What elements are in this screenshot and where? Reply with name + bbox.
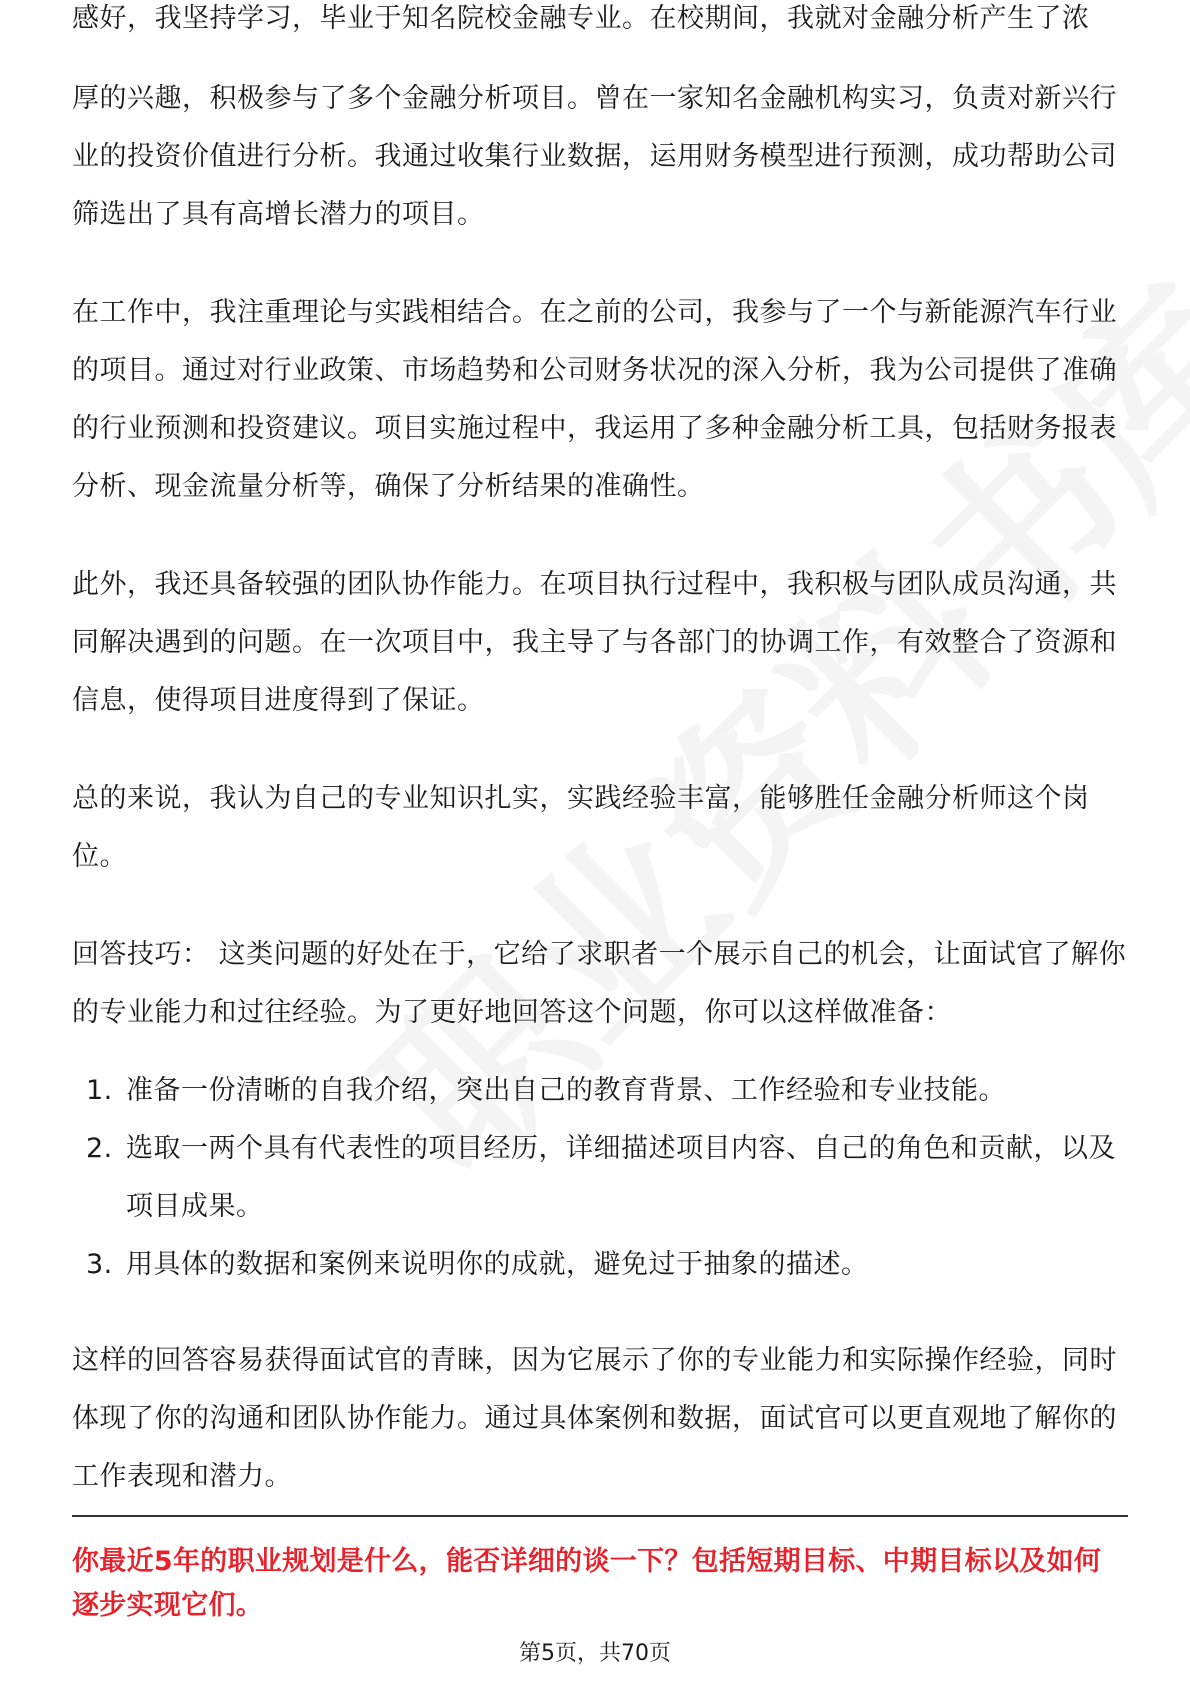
list-item-number: 1. (86, 1075, 113, 1106)
paragraph-tips-intro: 回答技巧： 这类问题的好处在于，它给了求职者一个展示自己的机会，让面试官了解你的专业能力和过往经验。为了更好地回答这个问题，你可以这样做准备： (72, 939, 1127, 1028)
paragraph-summary: 总的来说，我认为自己的专业知识扎实，实践经验丰富，能够胜任金融分析师这个岗位。 (72, 783, 1090, 872)
list-item (72, 1236, 1128, 1294)
next-question: 你最近5年的职业规划是什么，能否详细的谈一下？包括短期目标、中期目标以及如何逐步实现它们。 (72, 1546, 1102, 1621)
paragraph-teamwork: 此外，我还具备较强的团队协作能力。在项目执行过程中，我积极与团队成员沟通，共同解决遇到的问题。在一次项目中，我主导了与各部门的协调工作，有效整合了资源和信息，使得项目进度得到了保证。 (72, 569, 1117, 716)
tips-list (72, 1062, 1128, 1294)
page-number: 第5页，共70页 (519, 1641, 671, 1666)
list-item-text: 准备一份清晰的自我介绍，突出自己的教育背景、工作经验和专业技能。 (126, 1075, 1006, 1106)
paragraph-conclusion: 这样的回答容易获得面试官的青睐，因为它展示了你的专业能力和实际操作经验，同时体现了你的沟通和团队协作能力。通过具体案例和数据，面试官可以更直观地了解你的工作表现和潜力。 (72, 1345, 1117, 1492)
paragraph-experience: 厚的兴趣，积极参与了多个金融分析项目。曾在一家知名金融机构实习，负责对新兴行业的投资价值进行分析。我通过收集行业数据，运用财务模型进行预测，成功帮助公司筛选出了具有高增长潜力的项目。 (72, 83, 1117, 230)
list-item-number: 2. (86, 1133, 113, 1164)
answer-body (72, 3, 1128, 1546)
section-divider (72, 1515, 1128, 1517)
list-item-number: 3. (86, 1249, 113, 1280)
paragraph-top-cut: 感好，我坚持学习，毕业于知名院校金融专业。在校期间，我就对金融分析产生了浓 (72, 3, 1090, 34)
list-item (72, 1120, 1128, 1236)
paragraph-work: 在工作中，我注重理论与实践相结合。在之前的公司，我参与了一个与新能源汽车行业的项目。通过对行业政策、市场趋势和公司财务状况的深入分析，我为公司提供了准确的行业预测和投资建议。项目实施过程中，我运用了多种金融分析工具，包括财务报表分析、现金流量分析等，确保了分析结果的准确性。 (72, 297, 1117, 502)
list-item-text: 选取一两个具有代表性的项目经历，详细描述项目内容、自己的角色和贡献，以及项目成果。 (126, 1133, 1116, 1222)
list-item (72, 1062, 1128, 1120)
list-item-text: 用具体的数据和案例来说明你的成就，避免过于抽象的描述。 (126, 1249, 869, 1280)
